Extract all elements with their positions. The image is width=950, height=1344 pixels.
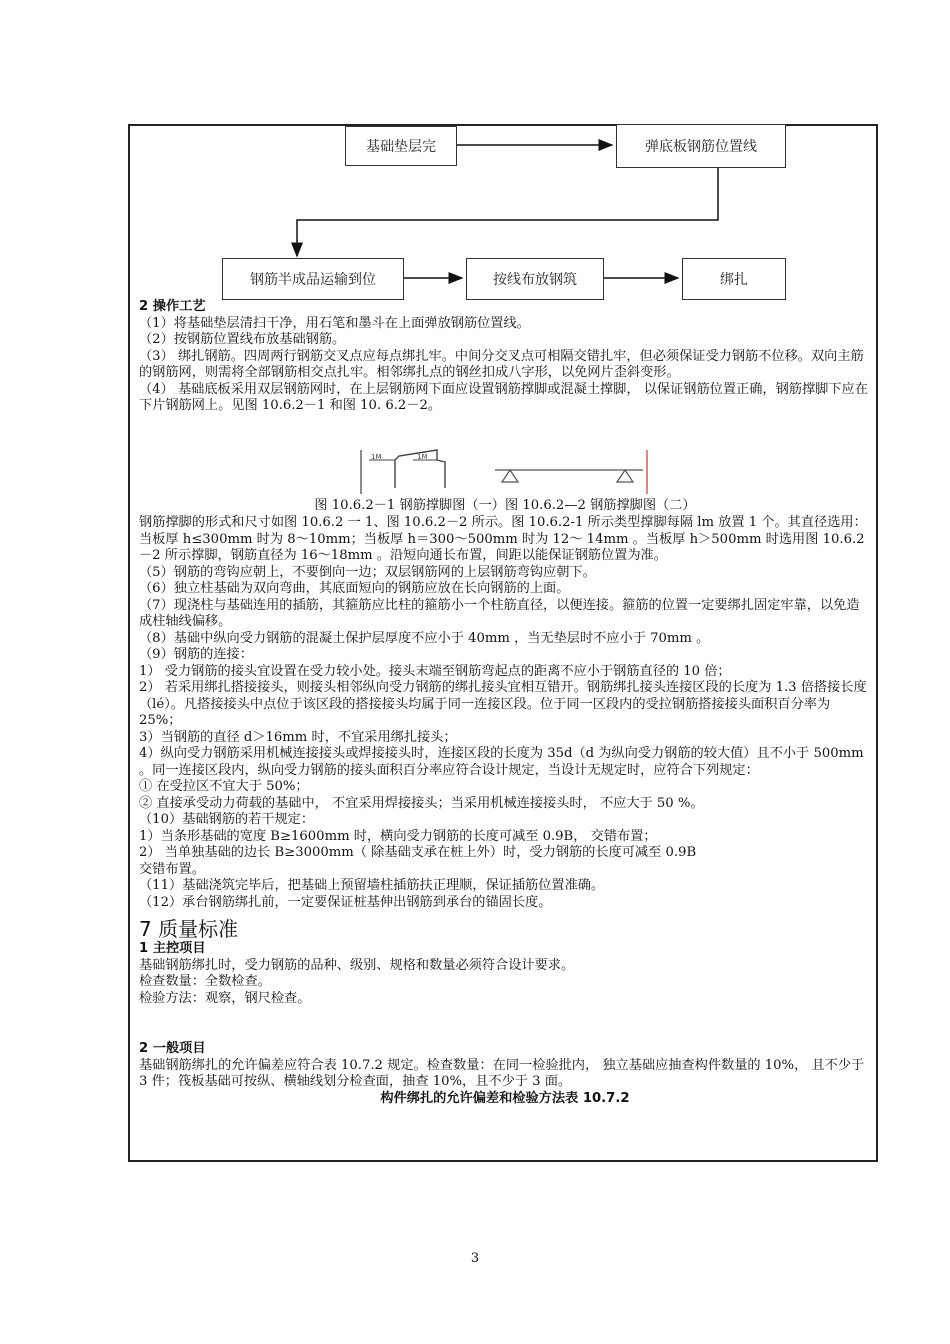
flow-arrow-2 — [297, 166, 718, 256]
paragraph: （9）钢筋的连接： — [139, 647, 253, 662]
section-heading: 2 操作工艺 — [139, 299, 206, 314]
paragraph: 3）当钢筋的直径 d＞16mm 时，不宜采用绑扎接头； — [139, 729, 457, 745]
paragraph: （4） 基础底板采用双层钢筋网时，在上层钢筋网下面应设置钢筋撑脚或混凝土撑脚， 以保证钢筋位置正确，钢筋撑脚下应在下片钢筋网上。见图 10.6.2－1 和图 10. 6.2－2。 — [139, 381, 868, 413]
paragraph: （7）现浇柱与基础连用的插筋，其箍筋应比柱的箍筋小一个柱筋直径，以便连接。箍筋的位置一定要绑扎固定牢靠，以免造成柱轴线偏移。 — [139, 597, 860, 629]
paragraph: ① 在受拉区不宜大于 50%； — [139, 779, 309, 794]
paragraph: 交错布置。 — [139, 861, 205, 877]
section-operation-process — [139, 299, 871, 415]
paragraph: （12）承台钢筋绑扎前，一定要保证桩基伸出钢筋到承台的锚固长度。 — [139, 894, 552, 910]
paragraph: ② 直接承受动力荷载的基础中， 不宜采用焊接接头；当采用机械连接接头时， 不应大于 50 %。 — [139, 795, 704, 811]
flow-box-transport: 钢筋半成品运输到位 — [222, 258, 404, 300]
paragraph: 1） 受力钢筋的接头宜设置在受力较小处。接头末端至钢筋弯起点的距离不应小于钢筋直径的 10 倍； — [139, 663, 731, 679]
paragraph: （5）钢筋的弯钩应朝上，不要倒向一边；双层钢筋网的上层钢筋弯钩应朝下。 — [139, 564, 596, 580]
flow-box-base-cushion: 基础垫层完 — [345, 126, 457, 166]
paragraph: 2） 若采用绑扎搭接接头，则接头相邻纵向受力钢筋的绑扎接头宜相互错开。钢筋绑扎接头连接区段的长度为 1.3 倍搭接长度（lé）。凡搭接接头中点位于该区段的搭接接头均属于同一连接区段。位于同一区段内的受拉钢筋搭接接头面积百分率为 25%； — [139, 680, 867, 728]
paragraph: （10）基础钢筋的若干规定： — [139, 812, 315, 827]
section-operation-continued — [139, 515, 871, 1107]
paragraph: （6）独立柱基础为双向弯曲，其底面短向的钢筋应放在长向钢筋的上面。 — [139, 581, 570, 596]
paragraph: 钢筋撑脚的形式和尺寸如图 10.6.2 一 1、图 10.6.2－2 所示。图 10.6.2-1 所示类型撑脚每隔 lm 放置 1 个。其直径选用：当板厚 h≤300mm 时为 8～10mm；当板厚 h＝300～500mm 时为 12～ 14mm 。当板厚 h＞500mm 时选用图 10.6.2－2 所示撑脚，钢筋直径为 16～18mm 。沿短向通长布置，间距以能保证钢筋位置为准。 — [139, 515, 867, 563]
figure-label-left: 1M — [371, 453, 382, 461]
rebar-support-figure — [355, 448, 655, 498]
main-items-heading: 1 主控项目 — [139, 941, 206, 956]
figure-caption: 图 10.6.2－1 钢筋撑脚图（一）图 10.6.2—2 钢筋撑脚图（二） — [314, 498, 696, 513]
paragraph: （11）基础浇筑完毕后，把基础上预留墙柱插筋扶正理顺，保证插筋位置准确。 — [139, 878, 605, 893]
page-number: 3 — [470, 1251, 480, 1266]
quality-standard-title: 7 质量标准 — [139, 917, 239, 941]
paragraph: 4）纵向受力钢筋采用机械连接接头或焊接接头时，连接区段的长度为 35d（d 为纵向受力钢筋的较大值）且不小于 500mm 。同一连接区段内，纵向受力钢筋的接头面积百分率应符合设计规定，当设计无规定时，应符合下列规定： — [139, 746, 864, 778]
table-title: 构件绑扎的允许偏差和检验方法表 10.7.2 — [380, 1090, 630, 1106]
figure-label-right: 1M — [417, 453, 428, 461]
paragraph: 1）当条形基础的宽度 B≥1600mm 时，横向受力钢筋的长度可减至 0.9B， 交错布置； — [139, 828, 657, 844]
paragraph: （8）基础中纵向受力钢筋的混凝土保护层厚度不应小于 40mm ，当无垫层时不应小于 70mm 。 — [139, 630, 710, 646]
flow-box-snap-lines: 弹底板钢筋位置线 — [616, 124, 786, 168]
paragraph: （3） 绑扎钢筋。四周两行钢筋交叉点应每点绑扎牢。中间分交叉点可相隔交错扎牢，但必须保证受力钢筋不位移。双向主筋的钢筋网，则需将全部钢筋相交点扎牢。相邻绑扎点的钢丝扣成八字形，以免网片歪斜变形。 — [139, 348, 864, 380]
flow-box-tie: 绑扎 — [682, 258, 786, 300]
flow-box-lay-bars: 按线布放钢筑 — [466, 258, 604, 300]
paragraph: （1）将基础垫层清扫干净，用石笔和墨斗在上面弹放钢筋位置线。 — [139, 315, 530, 331]
general-items-heading: 2 一般项目 — [139, 1041, 206, 1056]
paragraph: 基础钢筋绑扎时，受力钢筋的品种、级别、规格和数量必须符合设计要求。 — [139, 957, 575, 973]
paragraph: （2）按钢筋位置线布放基础钢筋。 — [139, 332, 346, 347]
paragraph: 检查数量：全数检查。 — [139, 974, 271, 989]
paragraph: 检验方法：观察，钢尺检查。 — [139, 990, 311, 1006]
paragraph: 2） 当单独基础的边长 B≥3000mm（ 除基础支承在桩上外）时，受力钢筋的长度可减至 0.9B — [139, 845, 697, 860]
paragraph: 基础钢筋绑扎的允许偏差应符合表 10.7.2 规定。检查数量：在同一检验批内， 独立基础应抽查构件数量的 10%， 且不少于 3 件；筏板基础可按纵、横轴线划分检查面，抽查 10%，且不少于 3 面。 — [139, 1057, 865, 1089]
